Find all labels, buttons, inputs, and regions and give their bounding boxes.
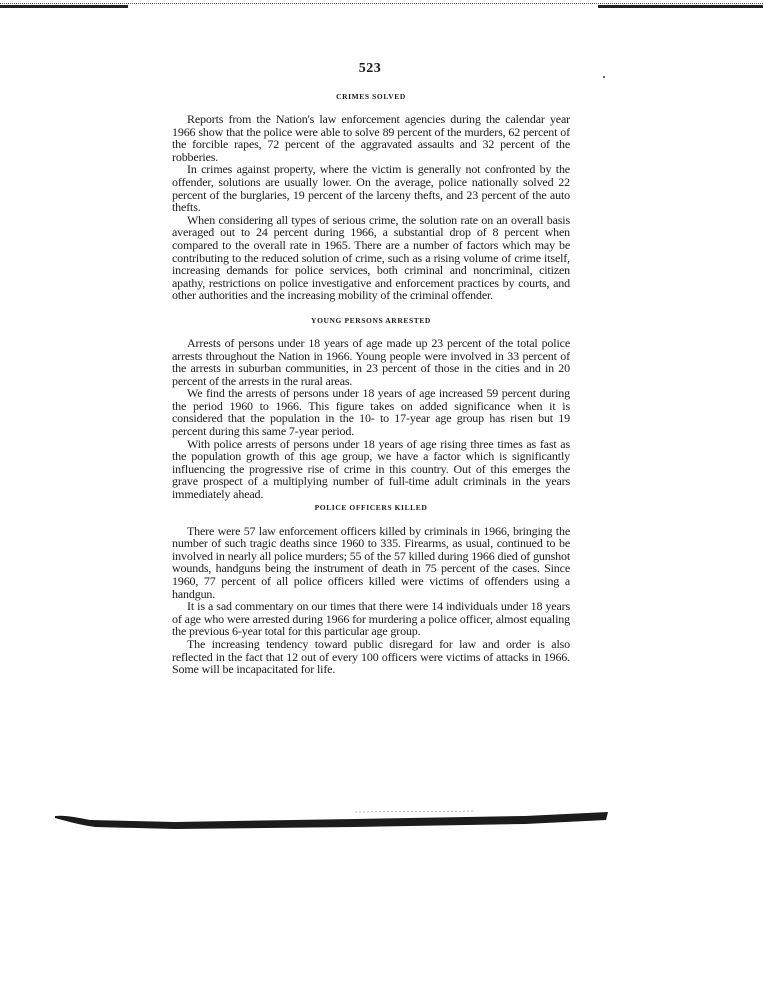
paragraph: There were 57 law enforcement officers killed by criminals in 1966, bringing the number of such tragic deaths since 1960 to 335. Firearms, as usual, continued to be involved in nearly all police murders; 55 of the 57 killed during 1966 died of gunshot wounds, handguns being the instrument of death in 75 percent of the cases. Since 1960, 77 percent of all police officers killed were victims of offenders using a handgun. — [172, 523, 570, 601]
scan-edge-bar-left — [0, 5, 128, 8]
heading-police-officers-killed: POLICE OFFICERS KILLED — [314, 502, 428, 512]
paragraph: When considering all types of serious crime, the solution rate on an overall basis averaged out to 24 percent during 1966, a substantial drop of 8 percent when compared to the overall rate in 1965. There are a number of factors which may be contributing to the reduced solution of crime, such as a rising volume of crime itself, increasing demands for police services, both criminal and noncriminal, citizen apathy, restrictions on police investigative and enforcement practices by courts, and other authorities and the increasing mobility of the criminal offender. — [172, 212, 570, 303]
paragraph: It is a sad commentary on our times that there were 14 individuals under 18 years of age who were arrested during 1966 for murdering a police officer, almost equaling the previous 6-year total for this particular age group. — [172, 599, 570, 639]
heading-crimes-solved: CRIMES SOLVED — [336, 92, 406, 101]
paragraph: The increasing tendency toward public disregard for law and order is also reflected in the fact that 12 out of every 100 officers were victims of attacks in 1966. Some will be incapacitated for life. — [172, 636, 570, 677]
heading-young-persons-arrested: YOUNG PERSONS ARRESTED — [311, 315, 431, 325]
scan-top-edge — [0, 0, 763, 12]
paragraph: With police arrests of persons under 18 years of age rising three times as fast as the population growth of this age group, we have a factor which is significantly influencing the progressive rise of crime in this country. Out of this emerges the grave prospect of a multiplying number of full-time adult criminals in the years immediately ahead. — [172, 436, 570, 502]
paragraph: We find the arrests of persons under 18 years of age increased 59 percent during the period 1960 to 1966. This figure takes on added significance when it is considered that the population in the 10- to 17-year age group has risen but 19 percent during this same 7-year period. — [172, 386, 570, 439]
scan-bottom-rule — [55, 808, 610, 838]
scan-speck — [603, 76, 605, 78]
page-number: 523 — [358, 61, 382, 76]
paragraph: Reports from the Nation's law enforcement agencies during the calendar year 1966 show that the police were able to solve 89 percent of the murders, 62 percent of the forcible rapes, 72 percent of the aggravated assaults and 32 percent of the robberies. — [172, 112, 570, 164]
scan-edge-bar-right — [598, 5, 763, 8]
paragraph: In crimes against property, where the victim is generally not confronted by the offender, solutions are usually lower. On the average, police nationally solved 22 percent of the burglaries, 19 percent of the larceny thefts, and 23 percent of the auto thefts. — [172, 162, 570, 215]
scan-dotted-line — [0, 3, 763, 4]
paragraph: Arrests of persons under 18 years of age made up 23 percent of the total police arrests throughout the Nation in 1966. Young people were involved in 33 percent of the arrests in suburban communities, in 23 percent of those in the cities and in 20 percent of the arrests in the rural areas. — [172, 335, 570, 388]
page-body — [172, 88, 570, 676]
